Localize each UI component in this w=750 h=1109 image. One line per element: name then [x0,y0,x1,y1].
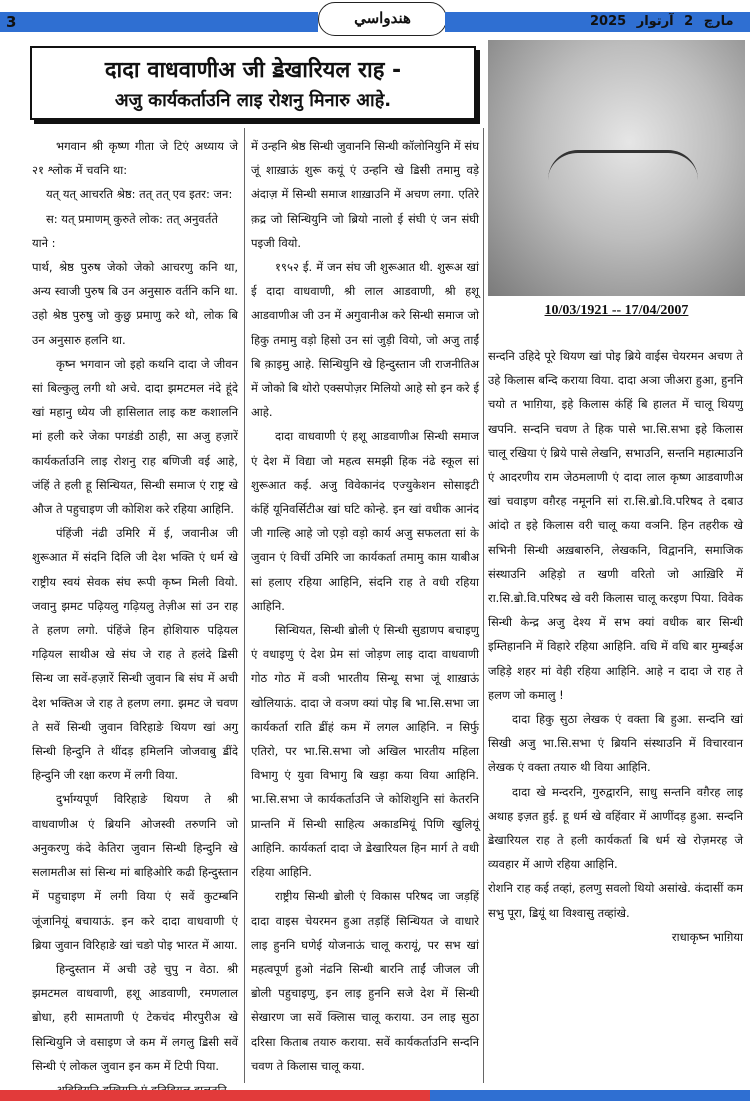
issue-date [590,12,740,32]
issue-weekday: آرتوار [636,14,674,29]
headline: दादा वाधवाणीअ जी ॾेखारियल राह - [104,58,402,83]
author-signature: राधाकृष्न भाग़िया [671,929,743,944]
paragraph: में उन्हनि श्रेष्ठ सिन्धी जुवाननि सिन्धी कॉलोनियुनि में संघ जूं शाख़ाऊं शुरू कयूं एं उन्हनि खे ॾिसी तमामु वड़े अंदाज़ में सिन्धी समाज शाख़ाउनि में अचण लगा. एतिरे क़द्र जो सिन्धियुनि जो ब्रियो नालो ई संघी एं जन संघी पइजी वियो. [251,139,479,250]
issue-month: مارچ [703,14,734,29]
paragraph: सन्दनि उहिदे पूरे थियण खां पोइ ब्रिये वाईस चेयरमन अचण ते उहे किलास बन्दि कराया विया. दादा अञा जीअरा हुआ, हुननि चयो त भाग़िया, इहे किलास कंहिं बि हालत में चालू थियणु खपनि. सन्दनि चवण ते हिक पासे भा.सि.सभा इहे किलास चालू रखिया एं ब्रिये पासे लेखनि, सभाउनि, सन्तनि महात्माउनि एं आदरणीय राम जेठमलाणी एं दादा लाल कृष्ण आडवाणीअ खां चवाइण वग़ैरह नमूननि सां रा.सि.ॿो.वि.परिषद ते दबाउ आंदो त इहे किलास वरी चालू कया वञनि. हिन तहरीक खे सभिनी सिन्धी अख़बारुनि, लेखकनि, विद्वाननि, समाजिक संस्थाउनि अहिड़ो त खणी वरितो जो आख़िरि में रा.सि.ॿो.वि.परिषद खे वरी किलास चालू करइण पिया. विवेक सिन्धी केन्द्र अजु देश्य में सभ क्यां वधीक बार सिन्धी इम्तिहाननि में विहारे रहिया आहिनि. वधि में वधि बार मुम्बईअ जहिड़े शहर मां वेही रहिया आहिनि. आहे न दादा जे राह ते हलण जो कमालु ! [488,349,743,702]
paragraph: पार्थ, श्रेष्ठ पुरुष जेको जेको आचरणु कनि था, अन्य स्वाजी पुरुष बि उन अनुसारु वर्तनि कनि था. उहो श्रेष्ठ पुरुषु जो कुछु प्रमाणु करे थो, लोक बि उन अनुसारु हलनि था. [32,260,238,347]
paragraph: भगवान श्री कृष्ण गीता जे टिएं अध्याय जे २१ श्लोक में चवनि था: [32,139,238,178]
issue-year: 2025 [590,14,627,29]
paragraph: दादा खे मन्दरनि, गुरुद्वारनि, साधु सन्तनि वग़ैरह लाइ अथाह इज़त हुई. हू धर्म खे वहिंवार में आणींदड़ हुआ. सन्दनि ॾेखारियल राह ते हली कार्यकर्ता बि धर्म खे रोज़मरह जे व्यवहार में आणे रहिया आहिनि. [488,784,743,872]
column-divider [483,128,484,1083]
subheadline: अजु कार्यकर्ताउनि लाइ रोशनु मिनारु आहे. [114,90,392,111]
verse-line: यत् यत् आचरति श्रेष्ठ: तत् तत् एव इतर: जन: [46,187,233,202]
header-bar-left [0,12,318,32]
portrait-shading [548,150,698,193]
page-header [0,0,750,40]
column-divider [244,128,245,1083]
paragraph: दादा हिकु सुठा लेखक एं वक्ता बि हुआ. सन्दनि खां सिखी अजु भा.सि.सभा एं ब्रियनि संस्थाउनि में विचारवान लेखक एं वक्ता तयारु थी विया आहिनि. [488,712,743,775]
article-column-3 [488,344,743,949]
page-footer [0,1090,750,1101]
footer-bar-blue [430,1090,750,1101]
paragraph: पंहिंजी नंढी उमिरि में ई, जवानीअ जी शुरूआत में संदनि दिलि जी देश भक्ति एं धर्म खे राष्ट्रीय स्वयं सेवक संघ रूपी कृष्न मिली वियो. जवानु झमट पढ़ियलु गढ़ियलु तेज़ीअ सां उन राह ते हलण लगो. पंहिंजे हिन होशियारु पढ़ियल गढ़ियल साथीअ खे संघ जे राह ते हलंदे ॾिसी सिन्ध जा सवें-हज़ारें सिन्धी जुवान बि संघ में अची देश भक्तिअ जे राह ते हलण लगा. झमट जे चवण ते सवें सिन्धी जुवान विरिहाङे थियण खां अगु सिन्धी हिन्दुनि ते थींदड़ हमिलनि जोजवाबु ॾींदे हिन्दुनि जी रक्षा करण में लगी विया. [32,526,238,783]
issue-day-number: 2 [684,14,694,29]
paragraph: कृष्न भगवान जो इहो कथनि दादा जे जीवन सां बिल्कुलु लगी थो अचे. दादा झमटमल नंदे हूंदे खां महानु ध्येय जी हासिलात लाइ कष्ट कशालनि मां हली करे जेका पगडंडी ठाही, सा अजु हज़ारें कार्यकर्ताउनि लाइ रोशनु राह बणिजी वई आहे, जंहिं ते हली हू सिन्धियत, सिन्धी समाज एं राष्ट्र खे औज ते पहुचाइण जी कोशिश करे रहिया आहिनि. [32,356,238,517]
paragraph: दुर्भाग्यपूर्ण विरिहाङे थियण ते श्री वाधवाणीअ एं ब्रियनि ओजस्वी तरुणनि जो अनुकरणु कंदे केतिरा जुवान सिन्धी हिन्दुनि खे सलामतीअ सां सिन्ध मां बाहिओरि कढी हिन्दुस्तान में पहुचाइण में लगी विया एं सवें कुटम्बनि जूंजानियूं बचायाऊं. इन करे दादा वाधवाणी एं ब्रिया जुवान विरिहाङे खां चङो पोइ भारत में आया. [32,792,238,952]
headline-box [30,46,476,120]
article-column-1 [32,134,238,1102]
paragraph: सिन्धियत, सिन्धी ॿोली एं सिन्धी सुडाणप बचाइणु एं वधाइणु एं देश प्रेम सां जोड़ण लाइ दादा वाधवाणी गोठ गोठ में वञी भारतीय सिन्धू सभा जूं शाख़ाऊं खोलियाऊं. दादा जे वञण क्यां पोइ बि भा.सि.सभा जा कार्यकर्ता राति ॾींहं कम में लगल आहिनि. न सिर्फु एतिरो, पर भा.सि.सभा जो अखिल भारतीय महिला विभागु एं युवा विभागु बि खड़ा कया विया आहिनि. भा.सि.सभा जे कार्यकर्ताउनि जे कोशिशुनि सां केतरनि प्रान्तनि में सिन्धी साहित्य अकाडमियूं पिणि खुलियूं आहिनि. कार्यकर्ता दादा जे ॾेखारियल हिन मार्ग ते वधी रहिया आहिनि. [251,623,479,880]
paragraph: याने : [32,235,56,250]
newspaper-logo: هندواسي [318,2,447,36]
portrait-photo [488,40,745,296]
paragraph: राष्ट्रीय सिन्धी ॿोली एं विकास परिषद जा जड़हिं दादा वाइस चेयरमन हुआ तड़हिं सिन्धियत जे वाधारे लाइ हुननि घणेई योजनाऊं चालू करायूं, पर सभ खां महत्वपूर्ण हुओ नंढनि सिन्धी बारनि ताईं जीजल जी ॿोली पहुचाइणु, इन लाइ हुननि सजे देश में सिन्धी सेखारण जा सवें क्लिास चालू कराया. उन लाइ सुठा दरिसा किताब तयारु कराया. सवें कार्यकर्ताउनि सन्दनि चवण ते किलास चालू कया. [251,889,479,1073]
paragraph: १९५२ ई. में जन संघ जी शुरूआत थी. शुरूअ खां ई दादा वाधवाणी, श्री लाल आडवाणी, श्री हशू आडवाणीअ जी उन में अगुवानीअ करे सिन्धी समाज जो हिकु तमामु वड़ो हिसो उन सां जुड़ी वियो, जो अजु ताईं बि क़ाइमु आहे. सिन्धियुनि खे हिन्दुस्तान जी राजनीतिअ में जोको बि थोरो एक्सपोज़र मिलियो आहे सो इन करे ई आहे. [251,260,479,420]
verse-line: स: यत् प्रमाणम् कुरुते लोक: तत् अनुवर्तते [46,211,218,226]
footer-bar-red [0,1090,430,1101]
article-column-2 [251,134,479,1078]
page-number: 3 [6,13,17,31]
paragraph: हिन्दुस्तान में अची उहे चुपु न वेठा. श्री झमटमल वाधवाणी, हशू आडवाणी, रमणलाल ॿोधा, हरी सामताणी एं टेकचंद मीरपुरीअ खे सिन्धियुनि जे वसाइण जे कम में लगलु ॾिसी सवें सिन्धी एं लोकल जुवान इन कम में टिपी पिया. [32,961,238,1073]
paragraph: दादा वाधवाणी एं हशू आडवाणीअ सिन्धी समाज एं देश में विद्या जो महत्व समझी हिक नंढे स्कूल सां शुरूआत कई. अजु विवेकानंद एज्युकेशन सोसाइटी कंहिं यूनिवर्सिटीअ खां घटि कोन्हे. इन खां वधीक आनंद जी गाल्हि आहे जो एड़ो वड़ो कार्य अजु सफलता सां के जुवान एं विचीं उमिरि जा कार्यकर्ता तमामु काम़ याबीअ सां हलाए रहिया आहिनि, संदनि राह ते वधी रहिया आहिनि. [251,429,479,613]
photo-caption-dates: 10/03/1921 -- 17/04/2007 [544,303,689,318]
closing-couplet: रोशनि राह कई तव्हां, हलणु सवलो थियो असांखे. कंदासीं कम सभु पूरा, ॾियूं था विश्वासु तव्हांखे. [488,881,743,920]
